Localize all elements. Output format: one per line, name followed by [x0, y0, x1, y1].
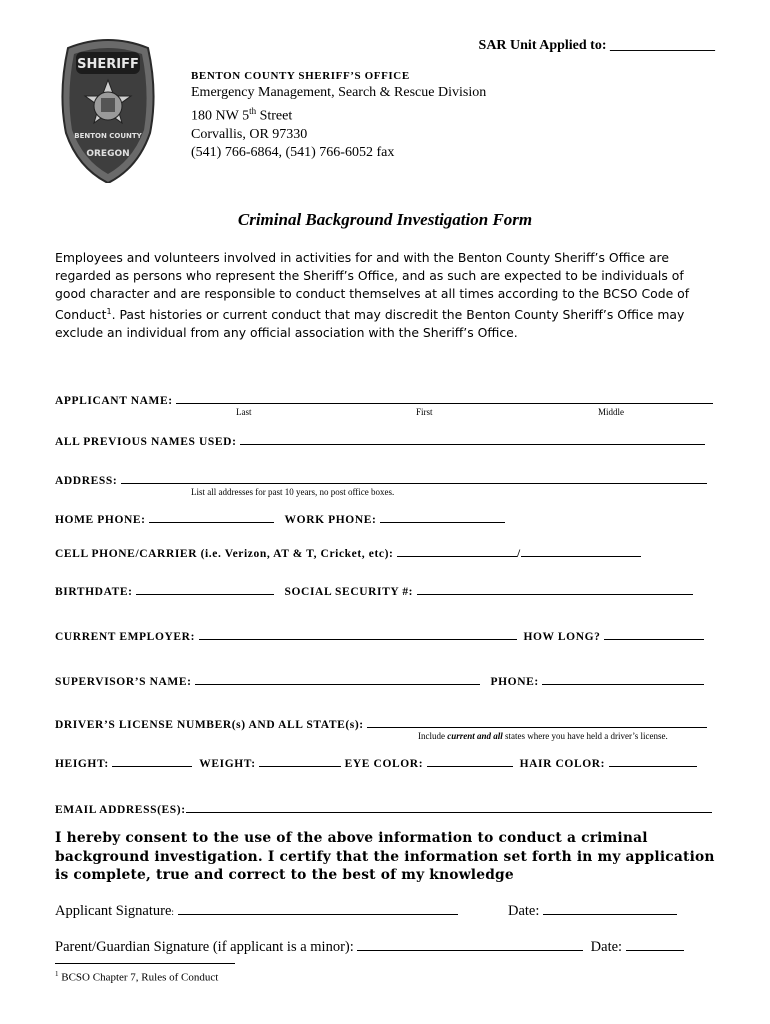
applicant-name-row	[55, 392, 713, 407]
work-phone-field[interactable]	[380, 511, 505, 523]
cell-phone-field[interactable]	[397, 545, 517, 557]
last-name-caption: Last	[236, 407, 252, 417]
ssn-field[interactable]	[417, 583, 693, 595]
guardian-signature-label: Parent/Guardian Signature (if applicant is a minor):	[55, 939, 354, 955]
office-name: BENTON COUNTY SHERIFF’S OFFICE	[191, 70, 410, 82]
license-label: DRIVER’S LICENSE NUMBER(s) AND ALL STATE(s):	[55, 719, 364, 731]
height-field[interactable]	[112, 755, 192, 767]
email-field[interactable]	[186, 801, 712, 813]
address-row	[55, 472, 707, 487]
home-phone-label: HOME PHONE:	[55, 514, 146, 526]
cell-carrier-field[interactable]	[521, 545, 641, 557]
how-long-label: HOW LONG?	[523, 631, 601, 643]
license-note: Include current and all states where you have held a driver’s license.	[418, 731, 668, 741]
work-phone-label: WORK PHONE:	[284, 514, 377, 526]
weight-field[interactable]	[259, 755, 341, 767]
height-label: HEIGHT:	[55, 758, 109, 770]
badge-bottom-text: OREGON	[86, 149, 130, 159]
physical-row	[55, 755, 697, 770]
intro-paragraph: Employees and volunteers involved in activities for and with the Benton County Sheriff’s Office are regarded as persons who represent the Sheriff’s Office, and as such are expected to be individuals of good character and are responsible to conduct themselves at all times according to the BCSO Code of Conduct$^1$. Past histories or current conduct that may discredit the Benton County Sheriff’s Office may exclude an individual from any official association with the Sheriff’s Office.	[55, 250, 690, 341]
previous-names-row	[55, 433, 705, 448]
address-note: List all addresses for past 10 years, no post office boxes.	[191, 487, 395, 497]
employer-field[interactable]	[199, 628, 517, 640]
applicant-date-field[interactable]	[543, 901, 677, 915]
guardian-signature-row	[55, 937, 684, 956]
supervisor-field[interactable]	[195, 673, 480, 685]
home-phone-field[interactable]	[149, 511, 274, 523]
office-phone: (541) 766-6864, (541) 766-6052 fax	[191, 144, 395, 160]
guardian-date-label: Date:	[590, 939, 623, 955]
footnote: $^1$ BCSO Chapter 7, Rules of Conduct	[55, 970, 219, 984]
applicant-signature-label: Applicant Signature	[55, 903, 172, 919]
applicant-signature-field[interactable]	[178, 901, 458, 915]
consent-statement: I hereby consent to the use of the above information to conduct a criminal background investigation. I certify that the information set forth in my application is complete, true and correct to the best of my knowledge	[55, 830, 715, 883]
applicant-name-label: APPLICANT NAME:	[55, 395, 173, 407]
cell-phone-row	[55, 545, 641, 560]
hair-color-label: HAIR COLOR:	[519, 758, 606, 770]
office-header	[191, 70, 486, 162]
form-title: Criminal Background Investigation Form	[237, 210, 533, 229]
how-long-field[interactable]	[604, 628, 704, 640]
footnote-divider	[55, 963, 235, 964]
applicant-date-label: Date:	[508, 903, 540, 919]
supervisor-row	[55, 673, 704, 688]
address-label: ADDRESS:	[55, 475, 118, 487]
division-name: Emergency Management, Search & Rescue Division	[191, 85, 487, 100]
guardian-date-field[interactable]	[626, 937, 684, 951]
weight-label: WEIGHT:	[199, 758, 256, 770]
email-label: EMAIL ADDRESS(ES):	[55, 804, 186, 816]
sar-unit-label: SAR Unit Applied to: _______________	[478, 38, 715, 53]
guardian-signature-field[interactable]	[357, 937, 583, 951]
address-field[interactable]	[121, 472, 707, 484]
applicant-signature-row: Applicant Signature:	[55, 901, 458, 920]
birthdate-row	[55, 583, 693, 598]
birthdate-label: BIRTHDATE:	[55, 586, 133, 598]
middle-name-caption: Middle	[598, 407, 624, 417]
sheriff-badge-logo	[58, 38, 158, 183]
street-address: 180 NW 5th Street	[191, 106, 293, 124]
badge-center-text: BENTON COUNTY	[74, 132, 142, 140]
employer-label: CURRENT EMPLOYER:	[55, 631, 196, 643]
badge-top-text: SHERIFF	[77, 57, 139, 72]
cell-phone-label: CELL PHONE/CARRIER (i.e. Verizon, AT & T, Cricket, etc):	[55, 548, 394, 560]
applicant-date-row	[508, 901, 677, 920]
cell-separator: /	[516, 548, 521, 560]
supervisor-phone-field[interactable]	[542, 673, 704, 685]
applicant-name-field[interactable]	[176, 392, 713, 404]
city-state-zip: Corvallis, OR 97330	[191, 126, 308, 142]
phone-row	[55, 511, 505, 526]
first-name-caption: First	[416, 407, 433, 417]
supervisor-label: SUPERVISOR’S NAME:	[55, 676, 192, 688]
birthdate-field[interactable]	[136, 583, 274, 595]
eye-color-label: EYE COLOR:	[344, 758, 424, 770]
ssn-label: SOCIAL SECURITY #:	[284, 586, 414, 598]
license-row	[55, 716, 707, 731]
hair-color-field[interactable]	[609, 755, 697, 767]
previous-names-field[interactable]	[240, 433, 705, 445]
supervisor-phone-label: PHONE:	[490, 676, 539, 688]
employer-row	[55, 628, 704, 643]
eye-color-field[interactable]	[427, 755, 513, 767]
license-field[interactable]	[367, 716, 707, 728]
email-row	[55, 801, 712, 816]
previous-names-label: ALL PREVIOUS NAMES USED:	[55, 436, 237, 448]
